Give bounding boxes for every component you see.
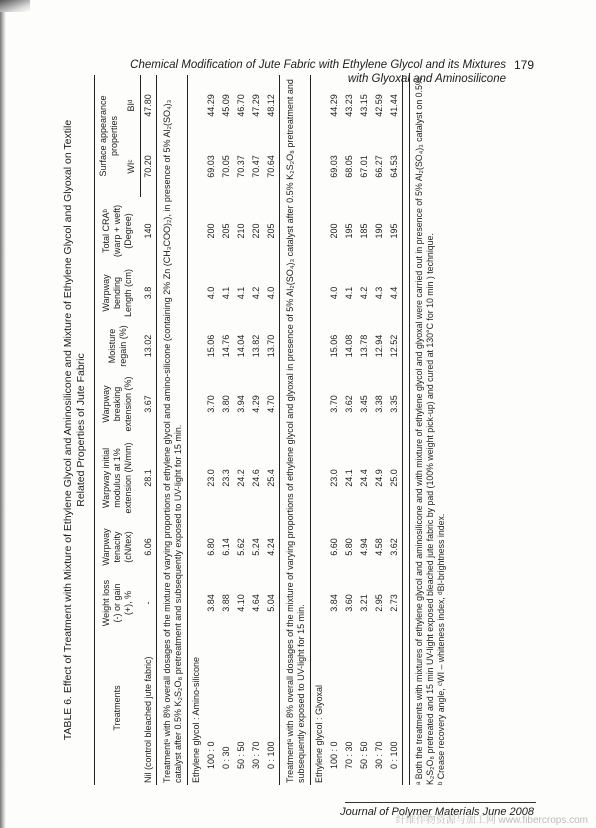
cell: 13.02 — [141, 321, 157, 371]
row-label: 0 : 30 — [221, 746, 231, 769]
cell: 28.1 — [141, 437, 157, 519]
cell: 70.05 — [221, 155, 231, 178]
cell: 3.62 — [387, 519, 403, 575]
cell: 4.70 — [264, 371, 280, 437]
cell: 185 — [359, 223, 369, 239]
footnote-b: ᵇ Crease recovery angle, ᶜWI – whiteness index, ᵈBI-brightness index. — [436, 513, 446, 785]
rotated-table-block — [62, 75, 562, 785]
cell: 43.15 — [359, 94, 369, 117]
cell: 48.12 — [264, 75, 280, 136]
cell: 23.0 — [329, 469, 339, 487]
cell: 67.01 — [359, 155, 369, 178]
cell: 69.03 — [329, 155, 339, 178]
cell: 70.47 — [251, 155, 261, 178]
cell: 3.70 — [206, 395, 216, 413]
cell: 3.45 — [359, 395, 369, 413]
table-row — [219, 75, 234, 785]
cell: 2.95 — [374, 594, 384, 612]
table-body — [141, 75, 403, 785]
col-weight: Weight loss (-) or gain (+), % — [95, 575, 141, 631]
section1-note-row — [157, 75, 188, 785]
scan-corner-shadow — [0, 0, 30, 12]
cell: 200 — [329, 223, 339, 239]
cell: 3.80 — [221, 395, 231, 413]
cell: 15.06 — [206, 334, 216, 358]
cell: 3.84 — [206, 594, 216, 612]
cell: 4.0 — [264, 265, 280, 321]
table-row — [204, 75, 219, 785]
table-row — [327, 75, 342, 785]
cell: 41.44 — [387, 75, 403, 136]
cell: 24.4 — [359, 469, 369, 487]
cell: 4.10 — [236, 594, 246, 612]
col-modulus: Warpway initial modulus at 1% extension (N/mm) — [95, 437, 141, 519]
running-footer: Journal of Polymer Materials June 2008 — [340, 806, 534, 818]
cell: 68.05 — [344, 155, 354, 178]
cell: 3.21 — [359, 594, 369, 612]
col-breaking: Warpway breaking extension (%) — [95, 371, 141, 437]
cell: 3.35 — [387, 371, 403, 437]
row-label: 50 : 50 — [359, 741, 369, 769]
cell: 205 — [221, 223, 231, 239]
cell: 45.09 — [221, 94, 231, 117]
cell: 3.8 — [141, 265, 157, 321]
cell: 24.9 — [374, 469, 384, 487]
cell: 3.62 — [344, 395, 354, 413]
running-header-line1: Chemical Modification of Jute Fabric with Ethylene Glycol and its Mixtures — [130, 59, 506, 71]
cell: 24.6 — [251, 469, 261, 487]
cell: 44.29 — [329, 94, 339, 117]
table-caption — [62, 75, 88, 785]
cell: 44.29 — [206, 94, 216, 117]
cell: 4.58 — [374, 538, 384, 556]
cell: 6.80 — [206, 538, 216, 556]
cell: 5.24 — [251, 538, 261, 556]
properties-table — [94, 75, 403, 785]
cell: 4.2 — [251, 286, 261, 300]
cell: 190 — [374, 223, 384, 239]
cell: 4.29 — [251, 395, 261, 413]
table-row — [249, 75, 264, 785]
row-label: 100 : 0 — [329, 741, 339, 769]
section2-subheading: Ethylene glycol : Glyoxal — [314, 684, 324, 783]
cell: 4.94 — [359, 538, 369, 556]
cell: 3.38 — [374, 395, 384, 413]
row-label: 100 : 0 — [206, 741, 216, 769]
page-number: 179 — [513, 58, 534, 72]
cell: 4.2 — [359, 286, 369, 300]
col-tenacity: Warpway tenacity (cN/tex) — [95, 519, 141, 575]
cell: 3.60 — [344, 594, 354, 612]
cell: 66.27 — [374, 155, 384, 178]
cell: 210 — [236, 223, 246, 239]
cell: 3.67 — [141, 371, 157, 437]
cell: 13.78 — [359, 334, 369, 358]
cell: 70.64 — [264, 136, 280, 197]
cell: 200 — [206, 223, 216, 239]
running-header-line2: with Glyoxal and Aminosilicone — [347, 73, 506, 85]
cell: 23.0 — [206, 469, 216, 487]
cell: 70.37 — [236, 155, 246, 178]
cell: 195 — [344, 223, 354, 239]
row-label: 30 : 70 — [374, 741, 384, 769]
cell: 47.80 — [141, 75, 157, 136]
cell: 5.80 — [344, 538, 354, 556]
col-bi: BIᵈ — [123, 75, 141, 136]
cell: 4.1 — [221, 286, 231, 300]
cell: 24.2 — [236, 469, 246, 487]
section1-note: Treatmentᵃ with 8% overall dosages of the mixture of varying proportions of ethylene glycol and amino-silicone (containing 2% Zn (CH₃COO)₂), in presence of 5% Al₂(SO₄)₃ catalyst after 0.5% K₂S₂O₈ pretreatment and subsequently exposed to UV-light for 15 min. — [157, 75, 188, 785]
row-label: Nil (control bleached jute fabric) — [141, 631, 157, 785]
section1-subheading: Ethylene glycol : Amino-silicone — [191, 656, 201, 783]
section2-note-row — [280, 75, 311, 785]
col-cra: Total CRAᵇ (warp + weft) (Degree) — [95, 197, 141, 265]
section1-subheading-row — [188, 75, 205, 785]
cell: 140 — [141, 197, 157, 265]
cell: 3.84 — [329, 594, 339, 612]
section2-note: Treatmentᵃ with 8% overall dosages of the mixture of varying proportions of ethylene glycol and glyoxal in presence of 5% Al₂(SO₄)₃ catalyst after 0.5% K₂S₂O₈ pretreatment and subsequently exposed to UV-light for 15 min. — [280, 75, 311, 785]
cell: 70.20 — [141, 136, 157, 197]
table-row — [387, 75, 403, 785]
cell: 14.04 — [236, 334, 246, 358]
footer-rule — [345, 802, 536, 803]
cell: 4.0 — [206, 286, 216, 300]
cell: 13.70 — [264, 321, 280, 371]
row-label: 50 : 50 — [236, 741, 246, 769]
col-wi: WIᶜ — [123, 136, 141, 197]
cell: 3.94 — [236, 395, 246, 413]
cell: 13.82 — [251, 334, 261, 358]
col-treatments: Treatments — [95, 631, 141, 785]
table-caption-line1: TABLE 6. Effect of Treatment with Mixture of Ethylene Glycol and Aminosilicone and Mixture of Ethylene Glycol and Glyoxal on Textile — [62, 119, 74, 741]
cell: 46.70 — [236, 94, 246, 117]
cell: 2.73 — [387, 575, 403, 631]
cell: 24.1 — [344, 469, 354, 487]
cell: 23.3 — [221, 469, 231, 487]
cell: 4.3 — [374, 286, 384, 300]
table-footnotes — [409, 75, 447, 785]
row-label: 0 : 100 — [264, 631, 280, 785]
cell: 4.64 — [251, 594, 261, 612]
cell: 4.4 — [387, 265, 403, 321]
cell: 12.94 — [374, 334, 384, 358]
cell: 15.06 — [329, 334, 339, 358]
footnote-a: ᵃ Both the treatments with mixtures of ethylene glycol and aminosilicone and with mixture of ethylene glycol and glyoxal were carried out in presence of 5% Al₂(SO₄)₃ catalyst on 0.5% K₂S₂O₈ pretreated and 15 min UV-light exposed bleached jute fabric by pad (100% weight pick-up) and cured at 130°C for 10 min ) technique. — [414, 77, 435, 785]
table-row — [357, 75, 372, 785]
cell: 6.60 — [329, 538, 339, 556]
table-row-control — [141, 75, 157, 785]
cell: - — [141, 575, 157, 631]
cell: 6.06 — [141, 519, 157, 575]
col-moisture: Moisture regain (%) — [95, 321, 141, 371]
cell: 4.0 — [329, 286, 339, 300]
cell: 220 — [251, 223, 261, 239]
cell: 4.24 — [264, 519, 280, 575]
cell: 5.62 — [236, 538, 246, 556]
col-surface: Surface appearance properties — [95, 75, 124, 197]
table-row — [342, 75, 357, 785]
watermark: 纤维作物资源与加工网 www.fibercrops.com — [395, 815, 588, 826]
cell: 195 — [387, 197, 403, 265]
cell: 3.88 — [221, 594, 231, 612]
cell: 6.14 — [221, 538, 231, 556]
cell: 43.23 — [344, 94, 354, 117]
cell: 4.1 — [344, 286, 354, 300]
cell: 25.4 — [264, 437, 280, 519]
scan-edge-shadow — [0, 0, 6, 828]
row-label: 70 : 30 — [344, 741, 354, 769]
cell: 14.76 — [221, 334, 231, 358]
cell: 47.29 — [251, 94, 261, 117]
col-bending: Warpway bending Length (cm) — [95, 265, 141, 321]
table-row — [372, 75, 387, 785]
cell: 12.52 — [387, 321, 403, 371]
cell: 69.03 — [206, 155, 216, 178]
cell: 205 — [264, 197, 280, 265]
cell: 25.0 — [387, 437, 403, 519]
section2-subheading-row — [311, 75, 328, 785]
cell: 4.1 — [236, 286, 246, 300]
cell: 42.59 — [374, 94, 384, 117]
row-label: 0 : 100 — [387, 631, 403, 785]
row-label: 30 : 70 — [251, 741, 261, 769]
table-caption-line2: Related Properties of Jute Fabric — [75, 353, 87, 507]
cell: 3.70 — [329, 395, 339, 413]
cell: 5.04 — [264, 575, 280, 631]
cell: 64.53 — [387, 136, 403, 197]
table-row — [264, 75, 280, 785]
cell: 14.08 — [344, 334, 354, 358]
table-row — [234, 75, 249, 785]
